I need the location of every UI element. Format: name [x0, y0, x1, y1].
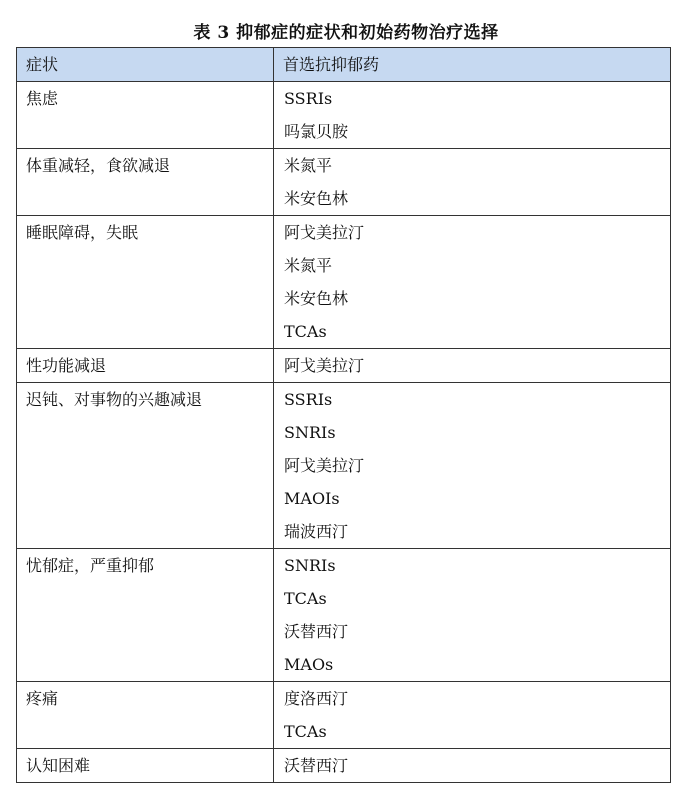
drug-cell [274, 549, 671, 682]
table-row [17, 749, 671, 783]
drug-item: TCAs [284, 589, 327, 608]
symptom-cell [17, 749, 274, 783]
drug-item: 米安色林 [284, 189, 349, 208]
drug-item: 度洛西汀 [284, 689, 349, 708]
table-row [17, 216, 671, 349]
table-row [17, 549, 671, 682]
drug-item: 米氮平 [284, 256, 333, 275]
drug-cell [274, 749, 671, 783]
drug-item: SNRIs [284, 556, 336, 575]
header-symptom: 症状 [17, 48, 274, 82]
symptom-text: 认知困难 [26, 756, 91, 775]
symptom-cell [17, 383, 274, 549]
table-row [17, 349, 671, 383]
table-row [17, 82, 671, 149]
symptom-cell [17, 549, 274, 682]
drug-item: 沃替西汀 [284, 622, 349, 641]
symptom-cell [17, 149, 274, 216]
drug-item: 阿戈美拉汀 [284, 456, 365, 475]
symptom-text: 体重减轻，食欲减退 [26, 156, 171, 175]
symptom-text: 性功能减退 [26, 356, 107, 375]
table-header-row [17, 48, 671, 82]
symptom-text: 睡眠障碍，失眠 [26, 223, 139, 242]
table-caption: 表 3 抑郁症的症状和初始药物治疗选择 [193, 23, 499, 43]
drug-item: 米氮平 [284, 156, 333, 175]
symptom-cell [17, 82, 274, 149]
drug-item: 沃替西汀 [284, 756, 349, 775]
symptom-cell [17, 349, 274, 383]
drug-item: MAOIs [284, 489, 340, 508]
symptom-text: 焦虑 [26, 89, 59, 108]
table-row [17, 383, 671, 549]
table-row [17, 682, 671, 749]
drug-cell [274, 149, 671, 216]
drug-cell [274, 82, 671, 149]
drug-cell [274, 383, 671, 549]
drug-cell [274, 349, 671, 383]
symptom-text: 忧郁症，严重抑郁 [26, 556, 155, 575]
drug-cell [274, 216, 671, 349]
drug-cell [274, 682, 671, 749]
drug-item: TCAs [284, 322, 327, 341]
table-row [17, 149, 671, 216]
drug-item: 阿戈美拉汀 [284, 356, 365, 375]
drug-item: SSRIs [284, 89, 333, 108]
drug-item: SNRIs [284, 423, 336, 442]
drug-item: 吗氯贝胺 [284, 122, 349, 141]
drug-item: 米安色林 [284, 289, 349, 308]
symptom-text: 迟钝、对事物的兴趣减退 [26, 390, 203, 409]
symptom-cell [17, 682, 274, 749]
symptom-drug-table [16, 47, 671, 783]
drug-item: 瑞波西汀 [284, 522, 349, 541]
drug-item: MAOs [284, 655, 334, 674]
drug-item: TCAs [284, 722, 327, 741]
drug-item: 阿戈美拉汀 [284, 223, 365, 242]
symptom-text: 疼痛 [26, 689, 59, 708]
header-first-choice-drug: 首选抗抑郁药 [274, 48, 671, 82]
drug-item: SSRIs [284, 390, 333, 409]
symptom-cell [17, 216, 274, 349]
